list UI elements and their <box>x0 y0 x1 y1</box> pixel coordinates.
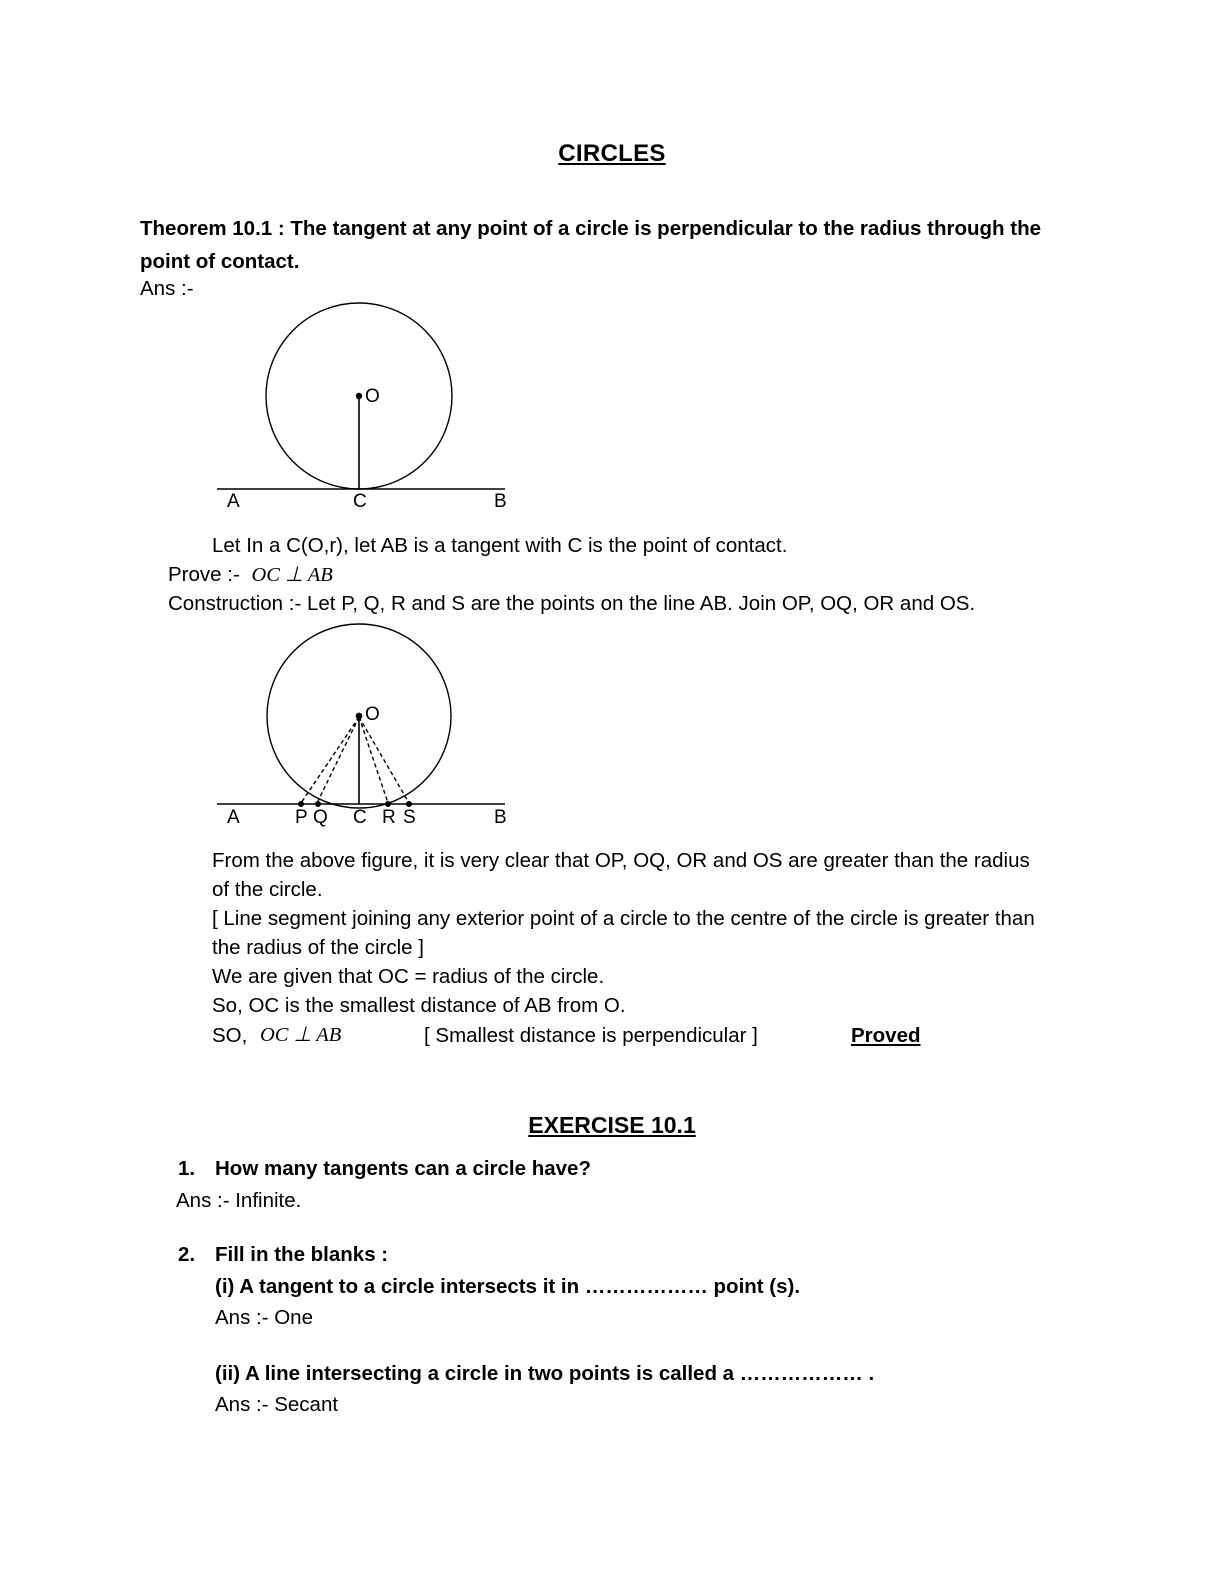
conclusion-prefix: SO, <box>212 1024 248 1047</box>
proof-line-2: [ Line segment joining any exterior point of a circle to the centre of the circle is greater than the radius of the circle ] <box>212 907 1035 959</box>
figure-2-label-c: C <box>353 807 367 828</box>
theorem-ans-label: Ans :- <box>140 277 194 300</box>
conclusion-proved: Proved <box>851 1024 921 1047</box>
page-title <box>0 140 1224 168</box>
exercise-title-text: EXERCISE 10.1 <box>528 1112 696 1138</box>
exercise-title <box>0 1112 1224 1139</box>
figure-2-label-a: A <box>227 807 240 828</box>
figure-2-label-o: O <box>365 704 380 725</box>
figure-1-label-o: O <box>365 386 380 407</box>
prove-label: Prove :- <box>168 563 240 586</box>
conclusion-math: OC ⊥ AB <box>260 1024 342 1046</box>
figure-1 <box>205 295 525 510</box>
proof-line-1: From the above figure, it is very clear that OP, OQ, OR and OS are greater than the radius of the circle. <box>212 849 1030 901</box>
figure-2-svg <box>205 620 525 835</box>
conclusion-reason: [ Smallest distance is perpendicular ] <box>424 1024 758 1047</box>
question-2-sub-i-answer: Ans :- One <box>215 1306 313 1329</box>
centre-point-o <box>356 393 362 399</box>
figure-2-label-p: P <box>295 807 308 828</box>
figure-2-label-s: S <box>403 807 416 828</box>
theorem-construction-line: Construction :- Let P, Q, R and S are the points on the line AB. Join OP, OQ, OR and OS. <box>168 592 976 615</box>
question-2-number: 2. <box>178 1243 196 1266</box>
figure-1-label-c: C <box>353 491 367 512</box>
figure-1-label-a: A <box>227 491 240 512</box>
theorem-prove-line <box>168 560 333 590</box>
prove-math: OC ⊥ AB <box>251 564 333 586</box>
question-1-text: How many tangents can a circle have? <box>215 1157 591 1180</box>
figure-2-label-q: Q <box>313 807 328 828</box>
centre-point-o <box>356 713 363 720</box>
question-2-sub-ii-label: (ii) A line intersecting a circle in two points is called a ……………… . <box>215 1362 875 1385</box>
dashed-segment-op <box>301 717 359 803</box>
theorem-heading: Theorem 10.1 : The tangent at any point of a circle is perpendicular to the radius through the point of contact. <box>140 217 1041 273</box>
figure-2-label-r: R <box>382 807 396 828</box>
question-2-sub-ii-answer: Ans :- Secant <box>215 1393 339 1416</box>
question-1-answer: Ans :- Infinite. <box>176 1189 302 1212</box>
figure-1-label-b: B <box>494 491 507 512</box>
question-2-sub-i-label: (i) A tangent to a circle intersects it in ……………… point (s). <box>215 1275 801 1298</box>
theorem-let-line: Let In a C(O,r), let AB is a tangent with C is the point of contact. <box>212 534 788 557</box>
figure-2 <box>205 620 525 835</box>
question-2-text: Fill in the blanks : <box>215 1243 389 1266</box>
figure-2-label-b: B <box>494 807 507 828</box>
dashed-segment-oq <box>318 717 359 801</box>
proof-line-3: We are given that OC = radius of the circle. <box>212 965 605 988</box>
page-title-text: CIRCLES <box>558 140 666 167</box>
proof-line-4: So, OC is the smallest distance of AB from O. <box>212 994 626 1017</box>
question-1-number: 1. <box>178 1157 196 1180</box>
